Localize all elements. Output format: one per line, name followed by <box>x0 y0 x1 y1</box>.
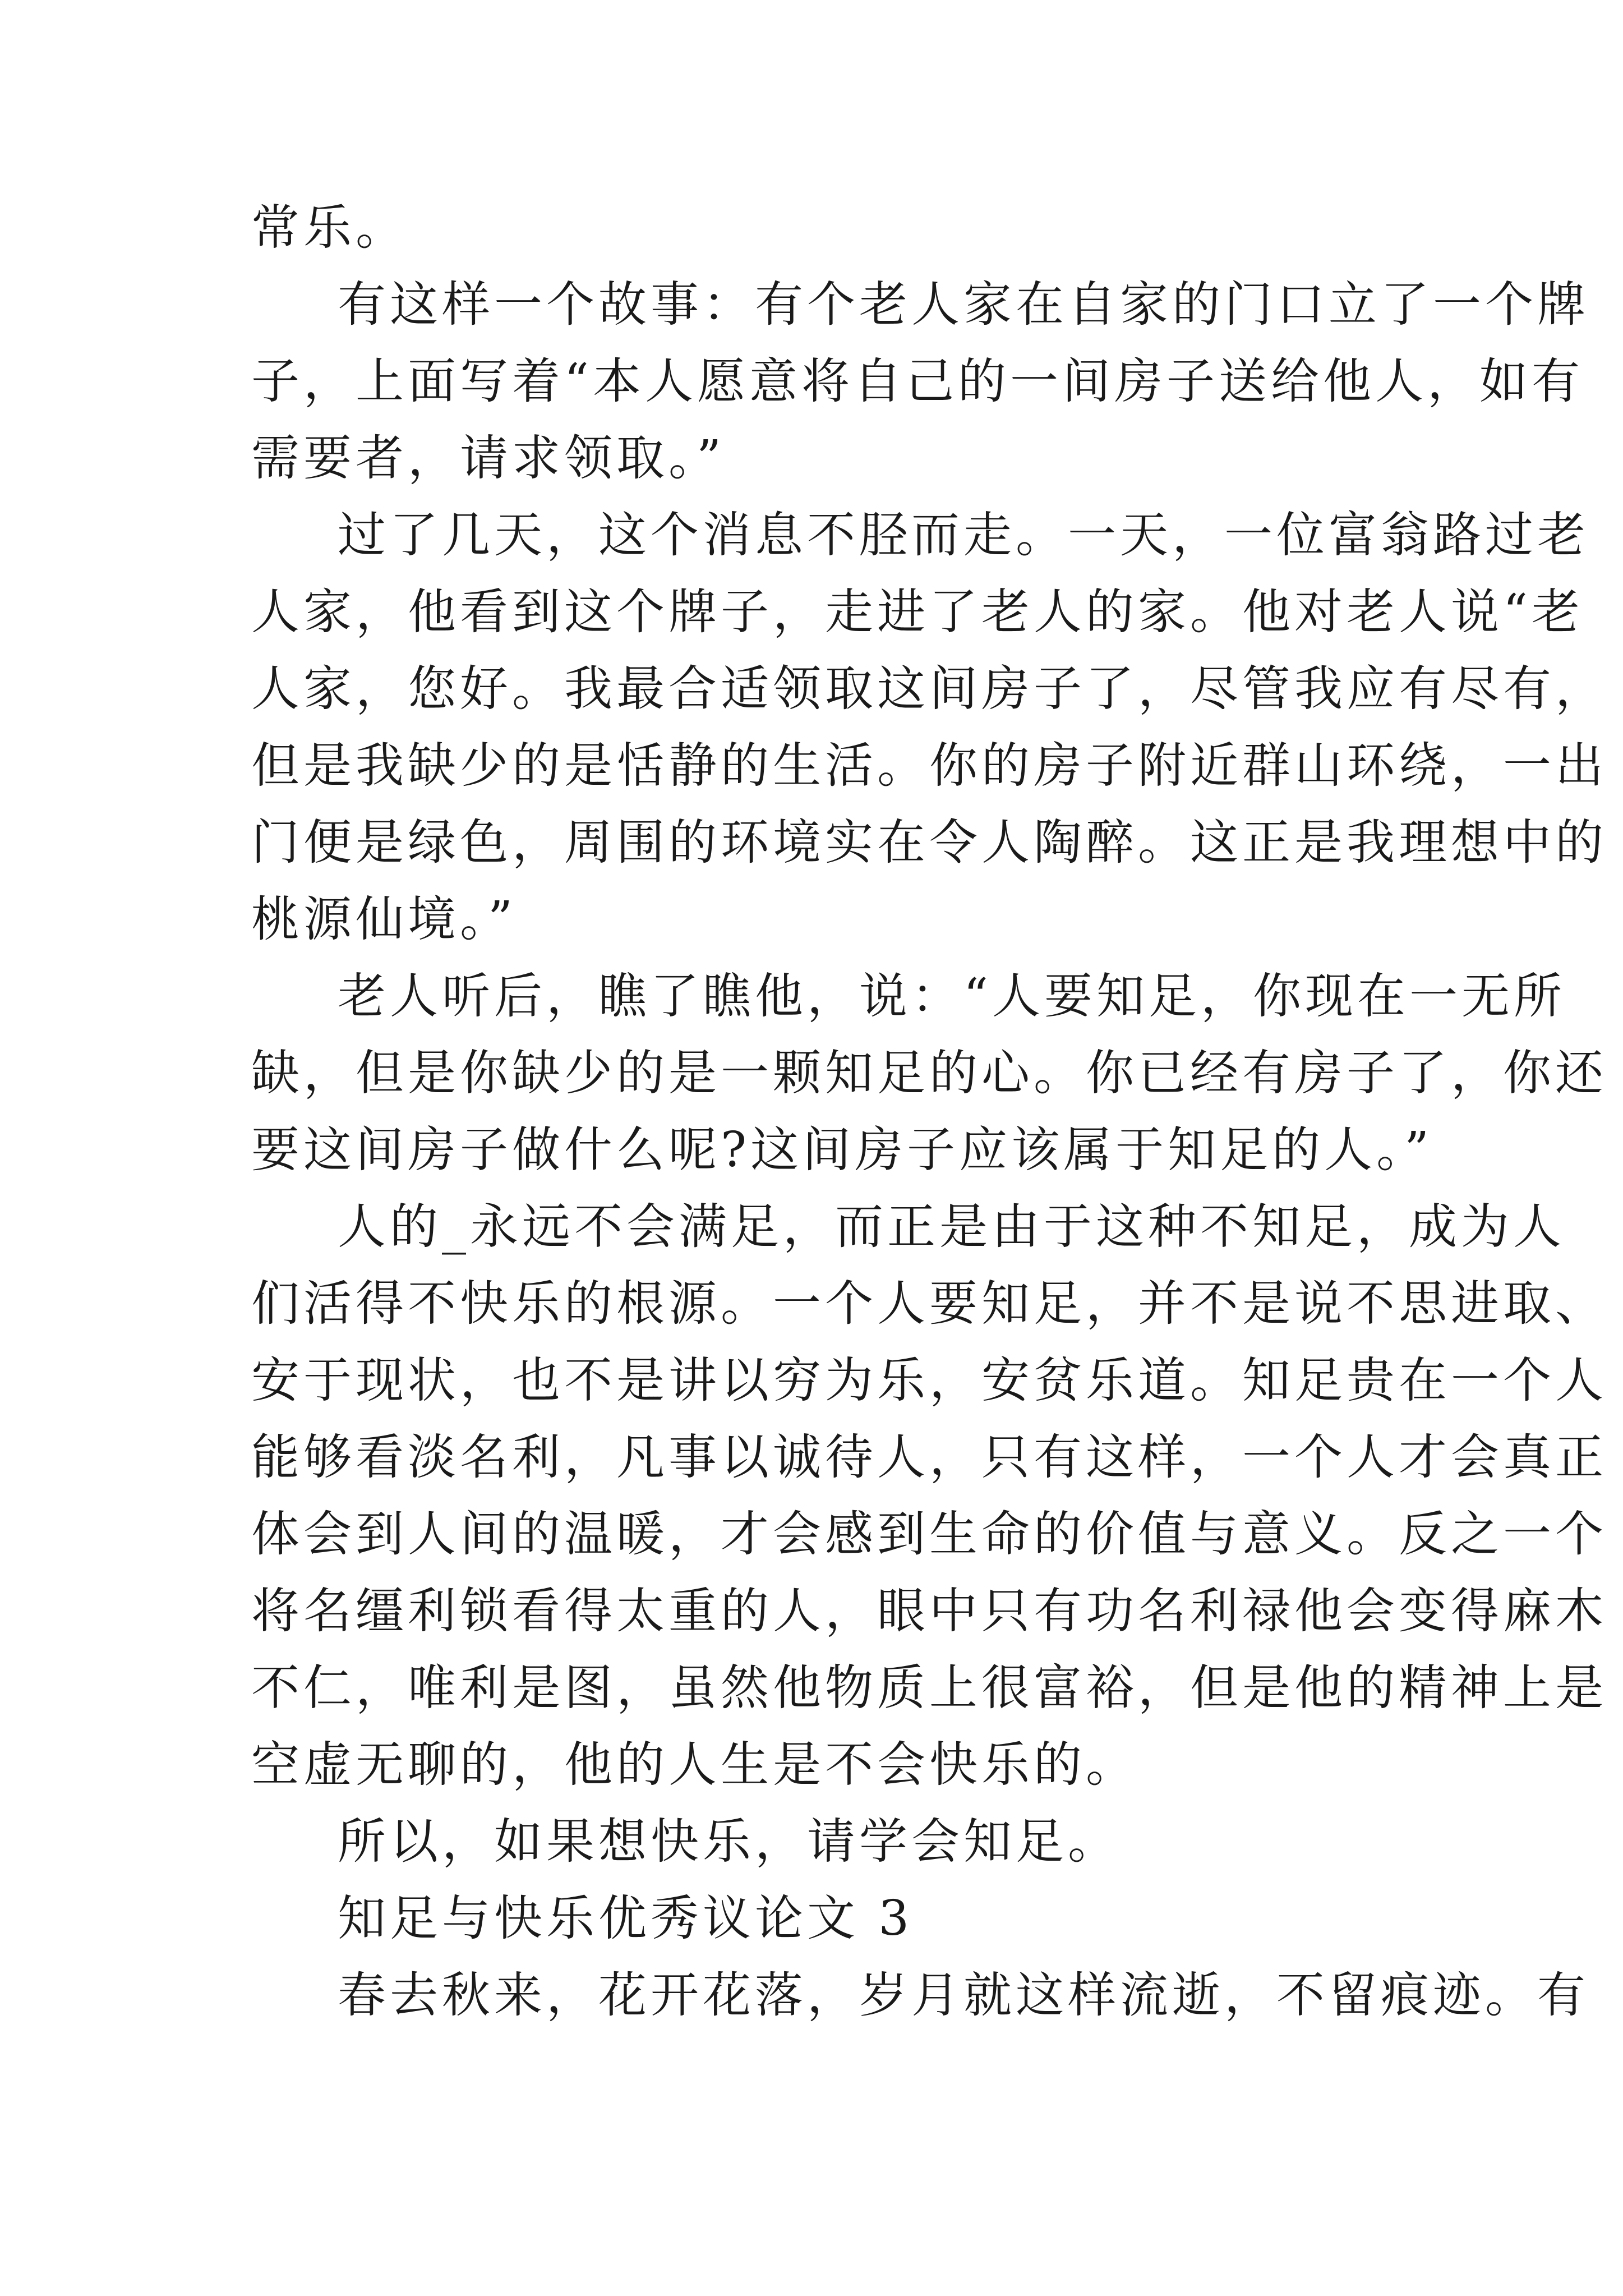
paragraph-4 <box>251 958 1607 1189</box>
paragraph-1 <box>251 190 1373 266</box>
heading-text: 知足与快乐优秀议论文 3 <box>338 1890 914 1947</box>
text-line: 门便是绿色，周围的环境实在令人陶醉。这正是我理想中的 <box>251 815 1607 871</box>
text-line: 有这样一个故事：有个老人家在自家的门口立了一个牌 <box>338 277 1589 333</box>
text-line: 能够看淡名利，凡事以诚待人，只有这样，一个人才会真正 <box>251 1429 1607 1485</box>
paragraph-3 <box>251 497 1607 958</box>
text-line: 春去秋来，花开花落，岁月就这样流逝，不留痕迹。有 <box>338 1967 1589 2023</box>
text-line: 要这间房子做什么呢?这间房子应该属于知足的人。” <box>251 1122 1433 1178</box>
text-line: 缺，但是你缺少的是一颗知足的心。你已经有房子了，你还 <box>251 1045 1607 1101</box>
text-line: 过了几天，这个消息不胫而走。一天，一位富翁路过老 <box>338 507 1589 563</box>
text-line: 需要者，请求领取。” <box>251 430 725 486</box>
text-line: 所以，如果想快乐，请学会知足。 <box>338 1814 1120 1870</box>
paragraph-2 <box>251 266 1589 497</box>
text-line: 老人听后，瞧了瞧他，说：“人要知足，你现在一无所 <box>338 968 1566 1024</box>
text-line: 桃源仙境。” <box>251 891 517 947</box>
paragraph-7 <box>251 1957 1589 2034</box>
text-line: 空虚无聊的，他的人生是不会快乐的。 <box>251 1737 1138 1793</box>
paragraph-5 <box>251 1189 1607 1803</box>
text-line: 人家，您好。我最合适领取这间房子了，尽管我应有尽有， <box>251 661 1607 717</box>
text-line: 体会到人间的温暖，才会感到生命的价值与意义。反之一个 <box>251 1506 1607 1562</box>
text-line: 人家，他看到这个牌子，走进了老人的家。他对老人说“老 <box>251 584 1584 640</box>
text-line: 子，上面写着“本人愿意将自己的一间房子送给他人，如有 <box>251 353 1584 409</box>
text-line: 常乐。 <box>251 200 408 256</box>
text-line: 将名缰利锁看得太重的人，眼中只有功名利禄他会变得麻木 <box>251 1583 1607 1639</box>
paragraph-6 <box>251 1803 1373 1880</box>
text-line: 人的_永远不会满足，而正是由于这种不知足，成为人 <box>338 1199 1565 1255</box>
text-line: 安于现状，也不是讲以穷为乐，安贫乐道。知足贵在一个人 <box>251 1352 1607 1409</box>
text-line: 不仁，唯利是图，虽然他物质上很富裕，但是他的精神上是 <box>251 1660 1607 1716</box>
document-body <box>251 190 1607 2034</box>
text-line: 们活得不快乐的根源。一个人要知足，并不是说不思进取、 <box>251 1276 1607 1332</box>
section-heading <box>251 1880 1373 1957</box>
text-line: 但是我缺少的是恬静的生活。你的房子附近群山环绕，一出 <box>251 738 1607 794</box>
